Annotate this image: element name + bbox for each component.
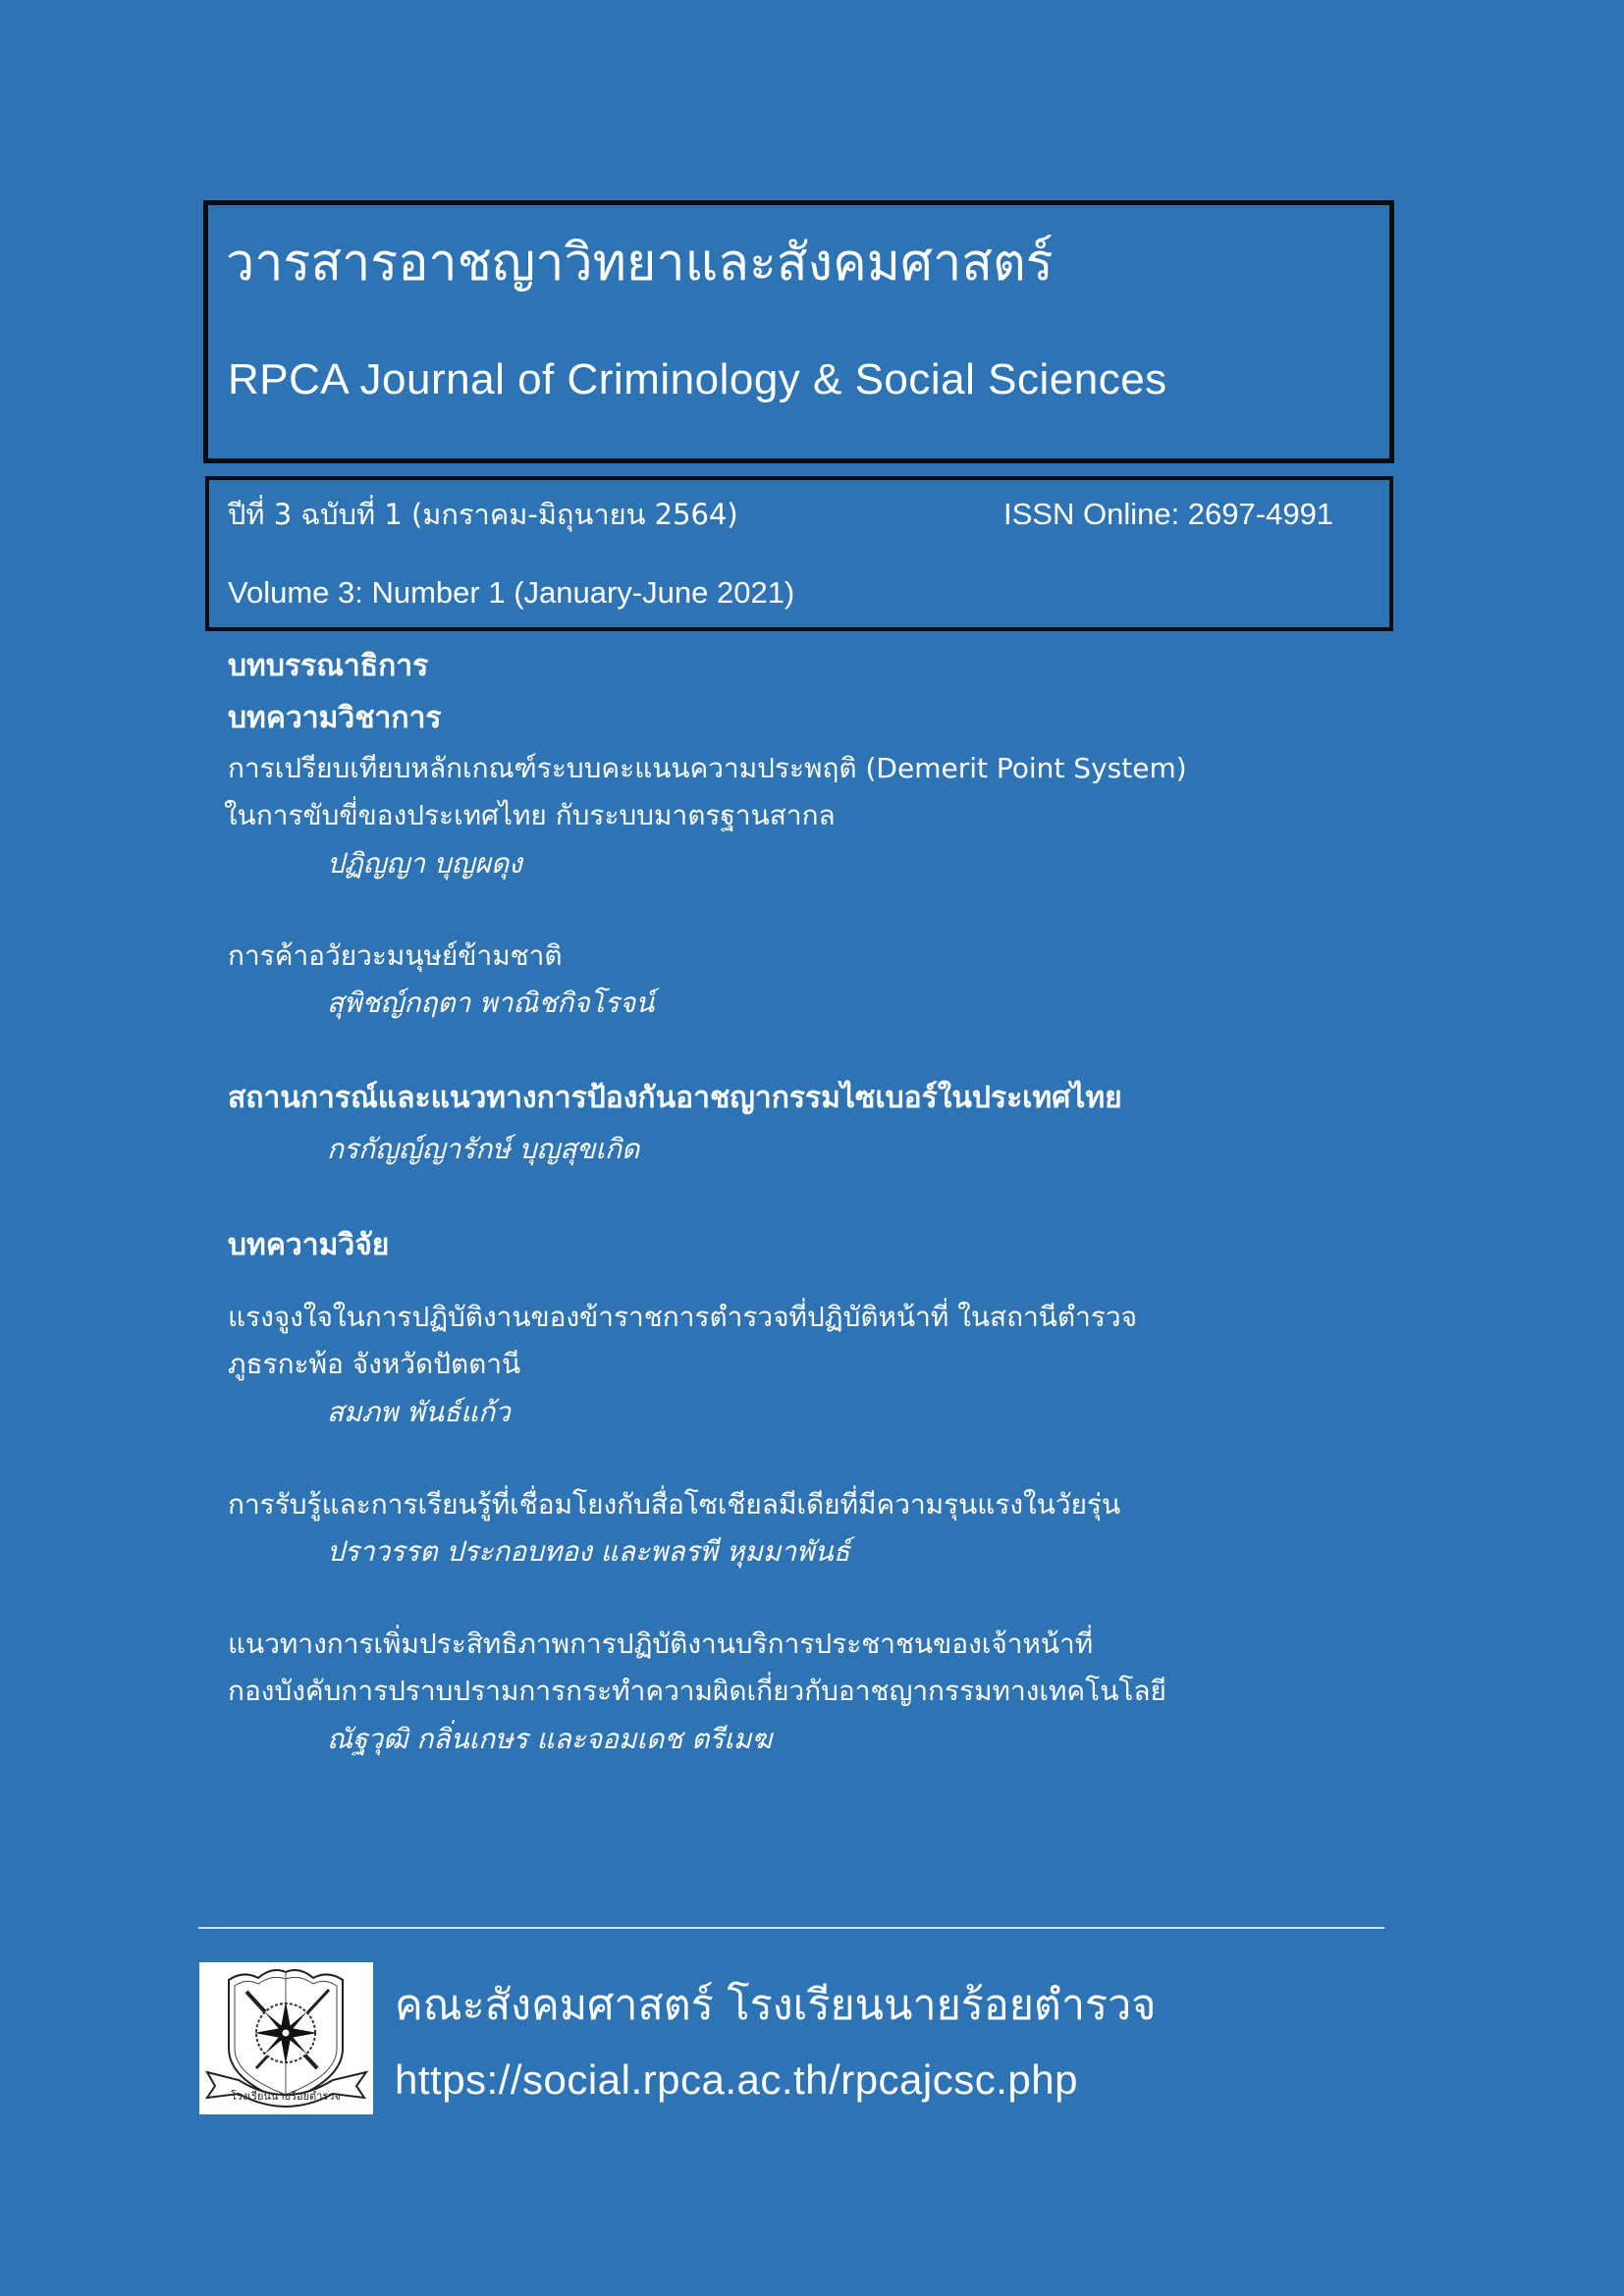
- journal-url-link[interactable]: https://social.rpca.ac.th/rpcajcsc.php: [395, 2056, 1078, 2103]
- section-heading-research: บทความวิจัย: [228, 1228, 390, 1262]
- article-title: การรับรู้และการเรียนรู้ที่เชื่อมโยงกับสื่อโซเชียลมีเดียที่มีความรุนแรงในวัยรุ่น: [228, 1488, 1121, 1521]
- issue-thai: ปีที่ 3 ฉบับที่ 1 (มกราคม-มิถุนายน 2564): [228, 498, 738, 531]
- article-authors: ณัฐวุฒิ กลิ่นเกษร และจอมเดช ตรีเมฆ: [327, 1723, 773, 1755]
- article-authors: ปราวรรต ประกอบทอง และพลรพี หุมมาพันธ์: [327, 1535, 850, 1568]
- section-heading-editorial: บทบรรณาธิการ: [228, 649, 429, 683]
- article-title: การค้าอวัยวะมนุษย์ข้ามชาติ: [228, 939, 563, 972]
- article-authors: สมภพ พันธ์แก้ว: [327, 1396, 511, 1428]
- article-title: ในการขับขี่ของประเทศไทย กับระบบมาตรฐานสากล: [224, 799, 836, 831]
- article-authors: กรกัญญ์ญารักษ์ บุญสุขเกิด: [327, 1133, 640, 1165]
- journal-title-thai: วารสารอาชญาวิทยาและสังคมศาสตร์: [226, 234, 1054, 293]
- issn-online: ISSN Online: 2697-4991: [1003, 497, 1334, 531]
- article-title: สถานการณ์และแนวทางการป้องกันอาชญากรรมไซเบอร์ในประเทศไทย: [228, 1081, 1122, 1115]
- crest-banner-text: โรงเรียนนายร้อยตำรวจ: [231, 2090, 341, 2103]
- section-heading-academic: บทความวิชาการ: [228, 701, 442, 735]
- faculty-name: คณะสังคมศาสตร์ โรงเรียนนายร้อยตำรวจ: [395, 1981, 1157, 2030]
- police-academy-crest-icon: [199, 1962, 373, 2114]
- article-title: แรงจูงใจในการปฏิบัติงานของข้าราชการตำรวจที่ปฏิบัติหน้าที่ ในสถานีตำรวจ: [228, 1301, 1138, 1333]
- footer-divider: [198, 1927, 1384, 1929]
- journal-title-english: RPCA Journal of Criminology & Social Sciences: [228, 355, 1167, 403]
- article-title: การเปรียบเทียบหลักเกณฑ์ระบบคะแนนความประพฤติ (Demerit Point System): [228, 752, 1187, 784]
- article-authors: ปฏิญญา บุญผดุง: [327, 847, 522, 880]
- issue-english: Volume 3: Number 1 (January-June 2021): [228, 575, 795, 610]
- article-authors: สุพิชญ์กฤตา พาณิชกิจโรจน์: [327, 987, 655, 1019]
- article-title: แนวทางการเพิ่มประสิทธิภาพการปฏิบัติงานบริการประชาชนของเจ้าหน้าที่: [228, 1628, 1094, 1660]
- article-title: กองบังคับการปราบปรามการกระทำความผิดเกี่ยวกับอาชญากรรมทางเทคโนโลยี: [228, 1675, 1166, 1707]
- article-title: ภูธรกะพ้อ จังหวัดปัตตานี: [228, 1348, 521, 1380]
